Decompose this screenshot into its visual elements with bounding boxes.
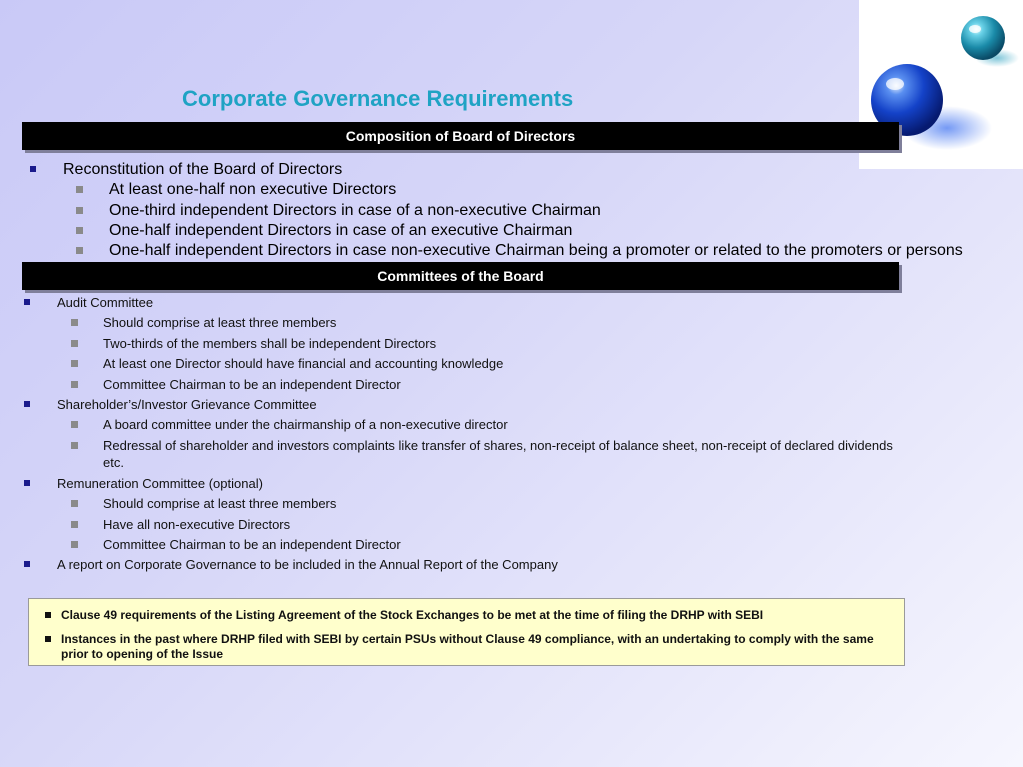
sub-bullet-icon: [71, 521, 78, 528]
bullet-icon: [24, 561, 30, 567]
list-item: Remuneration Committee (optional): [0, 475, 1000, 495]
sub-bullet-icon: [76, 207, 83, 214]
list-item: At least one-half non executive Directors: [0, 181, 1000, 201]
sub-bullet-icon: [71, 340, 78, 347]
note-box: [28, 598, 905, 666]
list-item: Audit Committee: [0, 294, 1000, 314]
sub-bullet-icon: [76, 227, 83, 234]
bullet-icon: [45, 612, 51, 618]
composition-list: [0, 161, 1000, 261]
sub-bullet-icon: [71, 442, 78, 449]
sub-bullet-icon: [76, 247, 83, 254]
list-item: Shareholder’s/Investor Grievance Committee: [0, 396, 1000, 416]
committees-list: [0, 294, 1000, 577]
sub-bullet-icon: [71, 319, 78, 326]
list-item: Committee Chairman to be an independent Director: [0, 376, 1000, 396]
list-item: One-half independent Directors in case of an executive Chairman: [0, 222, 1000, 242]
list-item: At least one Director should have financial and accounting knowledge: [0, 355, 1000, 375]
sub-bullet-icon: [71, 421, 78, 428]
sub-bullet-icon: [71, 541, 78, 548]
list-item: Should comprise at least three members: [0, 495, 1000, 515]
sub-bullet-icon: [71, 500, 78, 507]
sub-bullet-icon: [76, 186, 83, 193]
list-item: One-half independent Directors in case non-executive Chairman being a promoter or related to the promoters or persons: [0, 242, 1000, 261]
bullet-icon: [24, 401, 30, 407]
list-item: One-third independent Directors in case of a non-executive Chairman: [0, 202, 1000, 222]
sub-bullet-icon: [71, 381, 78, 388]
bullet-icon: [24, 480, 30, 486]
note-item: Clause 49 requirements of the Listing Agreement of the Stock Exchanges to be met at the time of filing the DRHP with SEBI: [45, 608, 895, 623]
section-header-composition: Composition of Board of Directors: [22, 122, 899, 150]
list-item: A report on Corporate Governance to be included in the Annual Report of the Company: [0, 556, 1000, 576]
sub-bullet-icon: [71, 360, 78, 367]
list-item: Should comprise at least three members: [0, 314, 1000, 334]
list-item: Reconstitution of the Board of Directors: [0, 161, 1000, 181]
list-item: Two-thirds of the members shall be independent Directors: [0, 335, 1000, 355]
list-item: A board committee under the chairmanship of a non-executive director: [0, 416, 1000, 436]
bullet-icon: [45, 636, 51, 642]
section-header-committees: Committees of the Board: [22, 262, 899, 290]
list-item: Redressal of shareholder and investors complaints like transfer of shares, non-receipt of balance sheet, non-receipt of declared dividends etc.: [0, 437, 1000, 475]
page-title: Corporate Governance Requirements: [182, 86, 574, 111]
note-item: Instances in the past where DRHP filed with SEBI by certain PSUs without Clause 49 compliance, with an undertaking to comply with the same prior to opening of the Issue: [45, 632, 895, 662]
list-item: Have all non-executive Directors: [0, 516, 1000, 536]
bullet-icon: [24, 299, 30, 305]
list-item: Committee Chairman to be an independent Director: [0, 536, 1000, 556]
bullet-icon: [30, 166, 36, 172]
